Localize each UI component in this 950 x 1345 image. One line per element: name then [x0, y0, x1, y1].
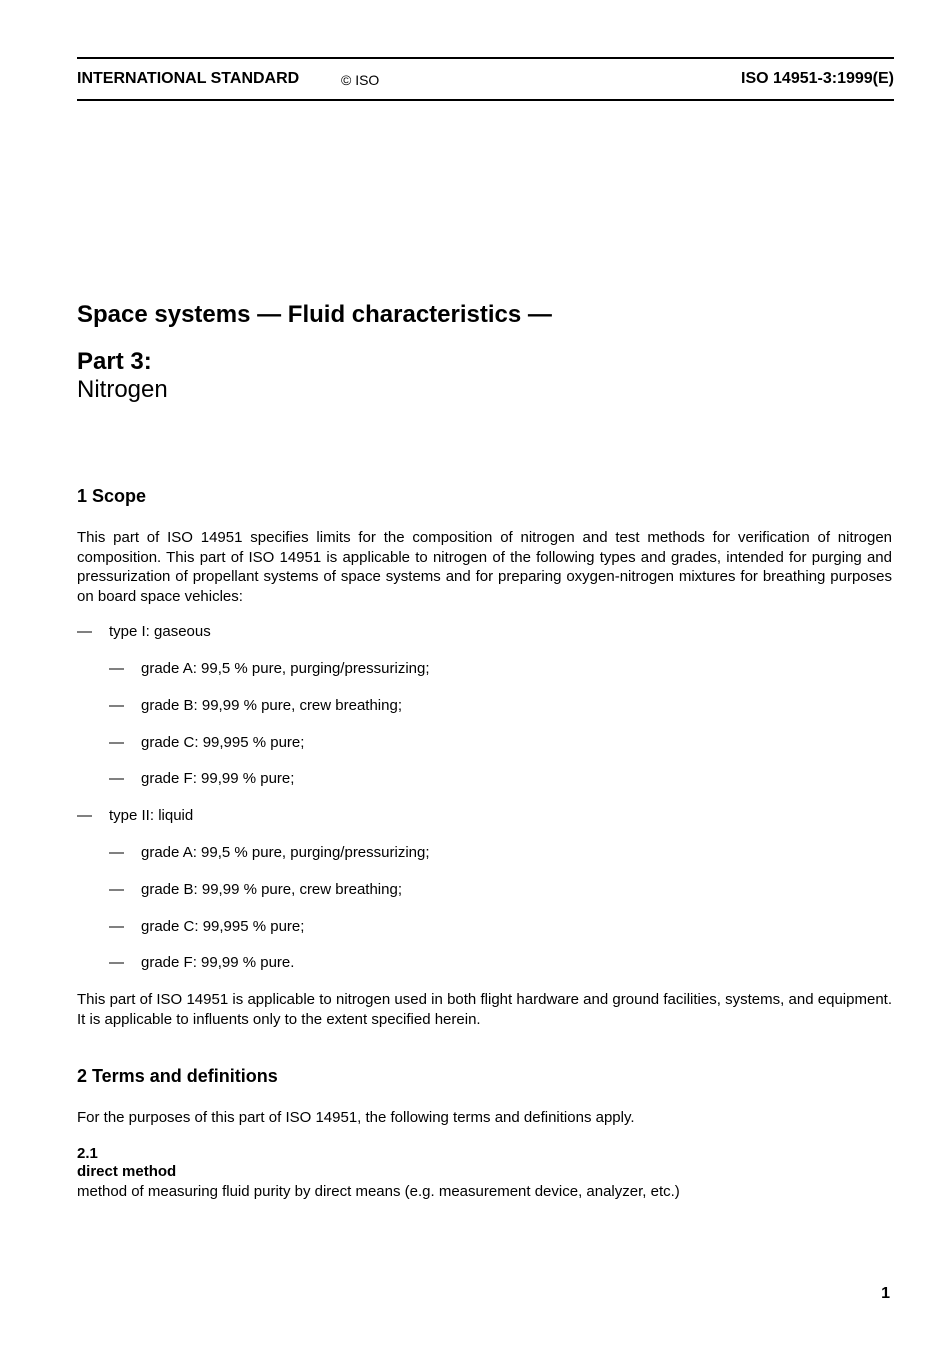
list-item-grade: grade B: 99,99 % pure, crew breathing;: [141, 697, 402, 714]
list-item-type-2: type II: liquid: [109, 807, 194, 824]
list-dash: —: [109, 918, 124, 935]
list-item-grade: grade F: 99,99 % pure;: [141, 770, 295, 787]
page-number: 1: [881, 1285, 890, 1302]
term-number: 2.1: [77, 1145, 98, 1162]
list-dash: —: [109, 697, 124, 714]
header-standard-label: INTERNATIONAL STANDARD: [77, 70, 300, 87]
term-name: direct method: [77, 1163, 177, 1180]
list-item-type-1: type I: gaseous: [109, 623, 211, 640]
list-dash: —: [109, 734, 124, 751]
document-subtitle: Nitrogen: [77, 376, 168, 403]
list-dash: —: [109, 844, 124, 861]
document-part: Part 3:: [77, 348, 152, 375]
list-dash: —: [109, 770, 124, 787]
list-item-grade: grade C: 99,995 % pure;: [141, 918, 305, 935]
page-header: [77, 68, 894, 90]
list-item-grade: grade F: 99,99 % pure.: [141, 954, 295, 971]
section-heading-scope: 1 Scope: [77, 486, 147, 506]
list-dash: —: [109, 954, 124, 971]
header-document-number: ISO 14951-3:1999(E): [741, 70, 894, 87]
header-bottom-rule: [77, 99, 894, 101]
list-dash: —: [77, 807, 92, 824]
terms-intro-paragraph: For the purposes of this part of ISO 14951, the following terms and definitions apply.: [77, 1109, 635, 1126]
section-heading-terms: 2 Terms and definitions: [77, 1066, 278, 1086]
list-dash: —: [109, 881, 124, 898]
list-item-grade: grade A: 99,5 % pure, purging/pressurizing;: [141, 844, 430, 861]
list-item-grade: grade B: 99,99 % pure, crew breathing;: [141, 881, 402, 898]
scope-closing-paragraph: This part of ISO 14951 is applicable to nitrogen used in both flight hardware and ground facilities, systems, and equipment. It is applicable to influents only to the extent specified herein.: [77, 991, 892, 1028]
list-item-grade: grade A: 99,5 % pure, purging/pressurizing;: [141, 660, 430, 677]
document-title: Space systems — Fluid characteristics —: [77, 301, 552, 328]
header-top-rule: [77, 57, 894, 59]
list-dash: —: [109, 660, 124, 677]
list-dash: —: [77, 623, 92, 640]
scope-intro-paragraph: This part of ISO 14951 specifies limits for the composition of nitrogen and test methods for verification of nitrogen composition. This part of ISO 14951 is applicable to nitrogen of the following types and grades, intended for purging and pressurization of propellant systems of space systems and for preparing oxygen-nitrogen mixtures for breathing purposes on board space vehicles:: [77, 529, 892, 605]
header-copyright: © ISO: [341, 72, 380, 88]
list-item-grade: grade C: 99,995 % pure;: [141, 734, 305, 751]
term-definition: method of measuring fluid purity by direct means (e.g. measurement device, analyzer, etc.): [77, 1183, 680, 1200]
